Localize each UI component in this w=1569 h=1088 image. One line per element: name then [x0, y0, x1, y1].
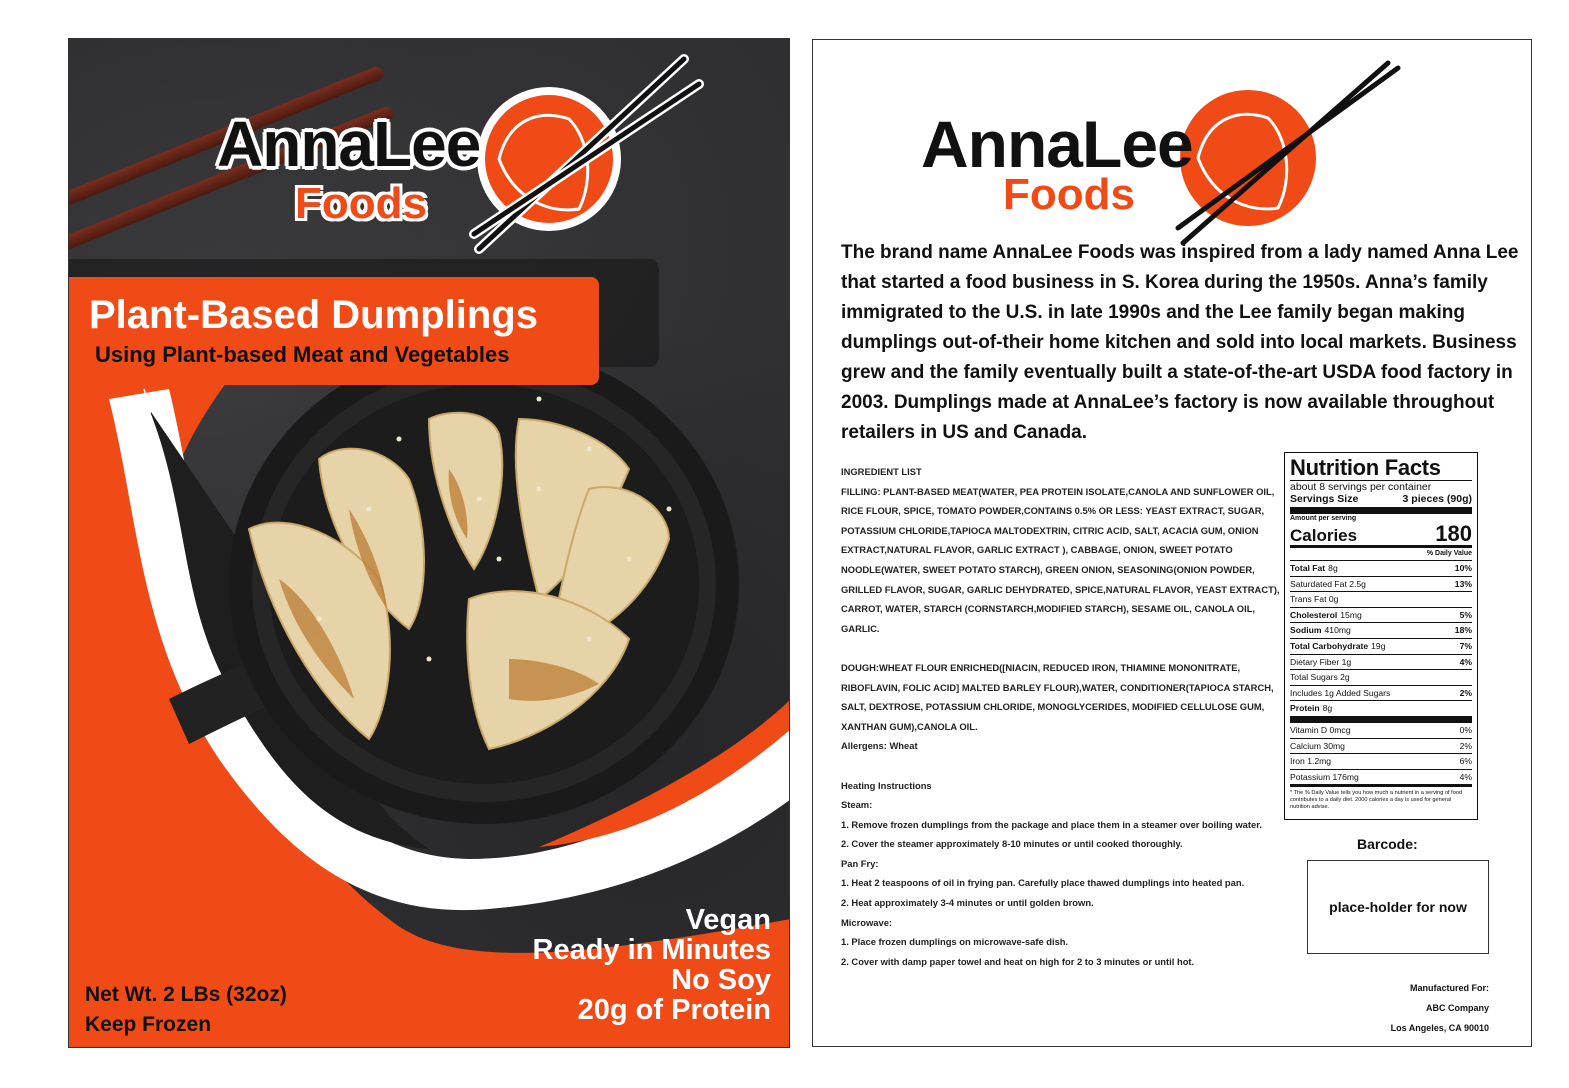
claims-list: [533, 905, 772, 1025]
nutrient-name: Sodium: [1290, 625, 1322, 636]
heating-heading: Heating Instructions: [841, 779, 932, 791]
front-panel: [68, 38, 790, 1048]
calories-value: 180: [1435, 521, 1472, 546]
nutrient-daily-value: 10%: [1454, 563, 1472, 573]
ingredient-dough: DOUGH:WHEAT FLOUR ENRICHED([NIACIN, REDUCED IRON, THIAMINE MONONITRATE, RIBOFLAVIN, FOLIC ACID] MALTED BARLEY FLOUR),WATER, CONDITIONER(TAPIOCA STARCH, SALT, DEXTROSE, POTASSIUM CHLORIDE, MONOGLYCERIDES, MODIFIED CELLULOSE GUM, XANTHAN GUM),CANOLA OIL.: [841, 661, 1274, 732]
claim-vegan: Vegan: [685, 904, 771, 936]
ingredients-and-instructions: [841, 462, 1281, 971]
microwave-step-2: 2. Cover with damp paper towel and heat on high for 2 to 3 minutes or until hot.: [841, 955, 1195, 967]
nutrition-footnote: * The % Daily Value tells you how much a nutrient in a serving of food contributes to a daily diet. 2000 calories a day is used for general nutrition advise.: [1290, 790, 1463, 811]
nutrient-label: [1290, 639, 1386, 654]
vitamin-row: [1290, 723, 1472, 738]
calories-label: Calories: [1290, 526, 1358, 545]
nutrient-name: Dietary Fiber 1g: [1290, 656, 1352, 667]
nutrient-row: [1290, 669, 1472, 685]
net-weight-block: [85, 980, 287, 1040]
ingredient-heading: INGREDIENT LIST: [841, 466, 922, 477]
nutrient-daily-value: 4%: [1459, 656, 1472, 667]
brand-story: The brand name AnnaLee Foods was inspired from a lady named Anna Lee that started a food business in S. Korea during the 1950s. Anna’s family immigrated to the U.S. in late 1990s and the Lee family began making dumplings out-of-their home kitchen and sold into local markets. Business grew and the family eventually built a state-of-the-art USDA food factory in 2003. Dumplings made at AnnaLee’s factory is now available throughout retailers in US and Canada.: [841, 242, 1519, 443]
microwave-step-1: 1. Place frozen dumplings on microwave-safe dish.: [841, 936, 1069, 948]
nutrient-amount: 19g: [1371, 640, 1386, 651]
nutrient-name: Total Carbohydrate: [1290, 640, 1369, 651]
servings-per-container: about 8 servings per container: [1290, 480, 1472, 493]
vitamin-daily-value: 6%: [1459, 756, 1472, 767]
nutrient-row: [1290, 638, 1472, 654]
vitamin-label: Potassium 176mg: [1290, 771, 1359, 782]
manufacturer-address: Los Angeles, CA 90010: [1390, 1023, 1489, 1033]
vitamin-daily-value: 0%: [1459, 724, 1472, 735]
manufacturer-info: [1391, 978, 1489, 1038]
panfry-step-2: 2. Heat approximately 3-4 minutes or until golden brown.: [841, 897, 1094, 909]
vitamin-row: [1290, 753, 1472, 769]
nutrient-daily-value: 7%: [1459, 640, 1472, 651]
ingredient-filling: FILLING: PLANT-BASED MEAT(WATER, PEA PROTEIN ISOLATE,CANOLA AND SUNFLOWER OIL, RICE FLOUR, SPICE, TOMATO POWDER,CONTAINS 0.5% OR LESS: YEAST EXTRACT, SUGAR, POTASSIUM CHLORIDE,TAPIOCA MALTODEXTRIN, CITRIC ACID, SALT, ACACIA GUM, ONION EXTRACT,NATURAL FLAVOR, GARLIC EXTRACT ), CABBAGE, ONION, SWEET POTATO NOODLE(WATER, SWEET POTATO STARCH), GREEN ONION, SEASONING(ONION POWDER, GRILLED FLAVOR, SUGAR, GARLIC DEHYDRATED, SPICE,NATURAL FLAVOR, YEAST EXTRACT), CARROT, WATER, STARCH (CORNSTARCH,MODIFIED STARCH), SESAME OIL, CANOLA OIL, GARLIC.: [841, 485, 1280, 634]
nutrient-amount: 8g: [1322, 703, 1333, 714]
steam-step-2: 2. Cover the steamer approximately 8-10 minutes or until cooked thoroughly.: [841, 838, 1183, 850]
vitamin-rows: [1290, 723, 1472, 784]
nutrient-label: [1290, 577, 1366, 592]
back-panel: [812, 39, 1532, 1047]
product-title: Plant-Based Dumplings: [89, 293, 538, 337]
nutrient-label: [1290, 592, 1338, 607]
nutrient-row: [1290, 685, 1472, 701]
brand-name: AnnaLee: [217, 108, 481, 180]
nutrient-row: [1290, 700, 1472, 716]
steam-step-1: 1. Remove frozen dumplings from the package and place them in a steamer over boiling water.: [841, 818, 1262, 830]
nutrient-daily-value: 13%: [1454, 578, 1472, 589]
nutrient-label: [1290, 670, 1350, 685]
manufacturer-label: Manufactured For:: [1409, 983, 1489, 993]
claim-no-soy: No Soy: [671, 964, 771, 996]
brand-logo-mark: [1168, 48, 1428, 258]
barcode-placeholder: place-holder for now: [1307, 860, 1489, 954]
nutrient-label: [1290, 655, 1351, 670]
allergens: Allergens: Wheat: [841, 740, 918, 752]
claim-ready: Ready in Minutes: [532, 934, 771, 966]
vitamin-daily-value: 4%: [1459, 771, 1472, 782]
vitamin-label: Vitamin D 0mcg: [1290, 724, 1351, 735]
serving-size-value: 3 pieces (90g): [1402, 493, 1472, 505]
brand-logo-mark: [469, 49, 729, 259]
nutrient-name: Total Sugars 2g: [1290, 672, 1350, 683]
vitamin-row: [1290, 738, 1472, 754]
nutrient-daily-value: 18%: [1454, 625, 1472, 636]
nutrient-row: [1290, 622, 1472, 638]
calories-row: [1290, 523, 1472, 545]
nutrient-rows: [1290, 560, 1472, 716]
nutrient-name: Saturdated Fat 2.5g: [1290, 578, 1366, 589]
nutrient-row: [1290, 607, 1472, 623]
serving-size-row: [1290, 493, 1472, 505]
nutrient-name: Includes 1g Added Sugars: [1290, 687, 1391, 698]
claim-protein: 20g of Protein: [577, 994, 771, 1026]
vitamin-label: Iron 1.2mg: [1290, 756, 1332, 767]
steam-label: Steam:: [841, 799, 873, 811]
brand-name: AnnaLee: [921, 107, 1193, 181]
brand-sub: Foods: [295, 179, 427, 228]
nutrient-label: [1290, 686, 1390, 701]
microwave-label: Microwave:: [841, 916, 893, 928]
nutrient-amount: 15mg: [1340, 609, 1362, 620]
amount-per-serving: Amount per serving: [1290, 515, 1357, 522]
manufacturer-name: ABC Company: [1425, 1003, 1489, 1013]
panfry-label: Pan Fry:: [841, 857, 879, 869]
product-subtitle: Using Plant-based Meat and Vegetables: [95, 342, 510, 367]
nutrient-label: [1290, 561, 1338, 576]
barcode-label: Barcode:: [1357, 836, 1418, 852]
brand-sub: Foods: [1003, 170, 1135, 219]
nutrient-label: [1290, 701, 1332, 716]
net-weight: Net Wt. 2 LBs (32oz): [85, 983, 287, 1006]
nutrient-row: [1290, 576, 1472, 592]
nutrient-label: [1290, 608, 1362, 623]
storage-instruction: Keep Frozen: [85, 1013, 212, 1036]
nutrient-row: [1290, 591, 1472, 607]
nutrient-name: Trans Fat 0g: [1290, 594, 1339, 605]
nutrient-amount: 8g: [1328, 563, 1338, 573]
nutrition-facts-panel: [1284, 452, 1478, 820]
nutrient-name: Protein: [1290, 703, 1320, 714]
nutrient-name: Cholesterol: [1290, 609, 1338, 620]
vitamin-daily-value: 2%: [1459, 740, 1472, 751]
nutrient-label: [1290, 623, 1351, 638]
nutrient-daily-value: 2%: [1459, 687, 1472, 698]
nutrient-row: [1290, 560, 1472, 576]
daily-value-header: % Daily Value: [1426, 550, 1472, 557]
vitamin-row: [1290, 769, 1472, 785]
nutrient-amount: 410mg: [1324, 625, 1351, 636]
serving-size-label: Servings Size: [1290, 493, 1359, 505]
nutrient-row: [1290, 654, 1472, 670]
nutrient-name: Total Fat: [1290, 563, 1326, 573]
nutrition-title: Nutrition Facts: [1290, 455, 1441, 480]
vitamin-label: Calcium 30mg: [1290, 740, 1345, 751]
panfry-step-1: 1. Heat 2 teaspoons of oil in frying pan. Carefully place thawed dumplings into heated pan.: [841, 877, 1245, 889]
nutrient-daily-value: 5%: [1459, 609, 1472, 620]
